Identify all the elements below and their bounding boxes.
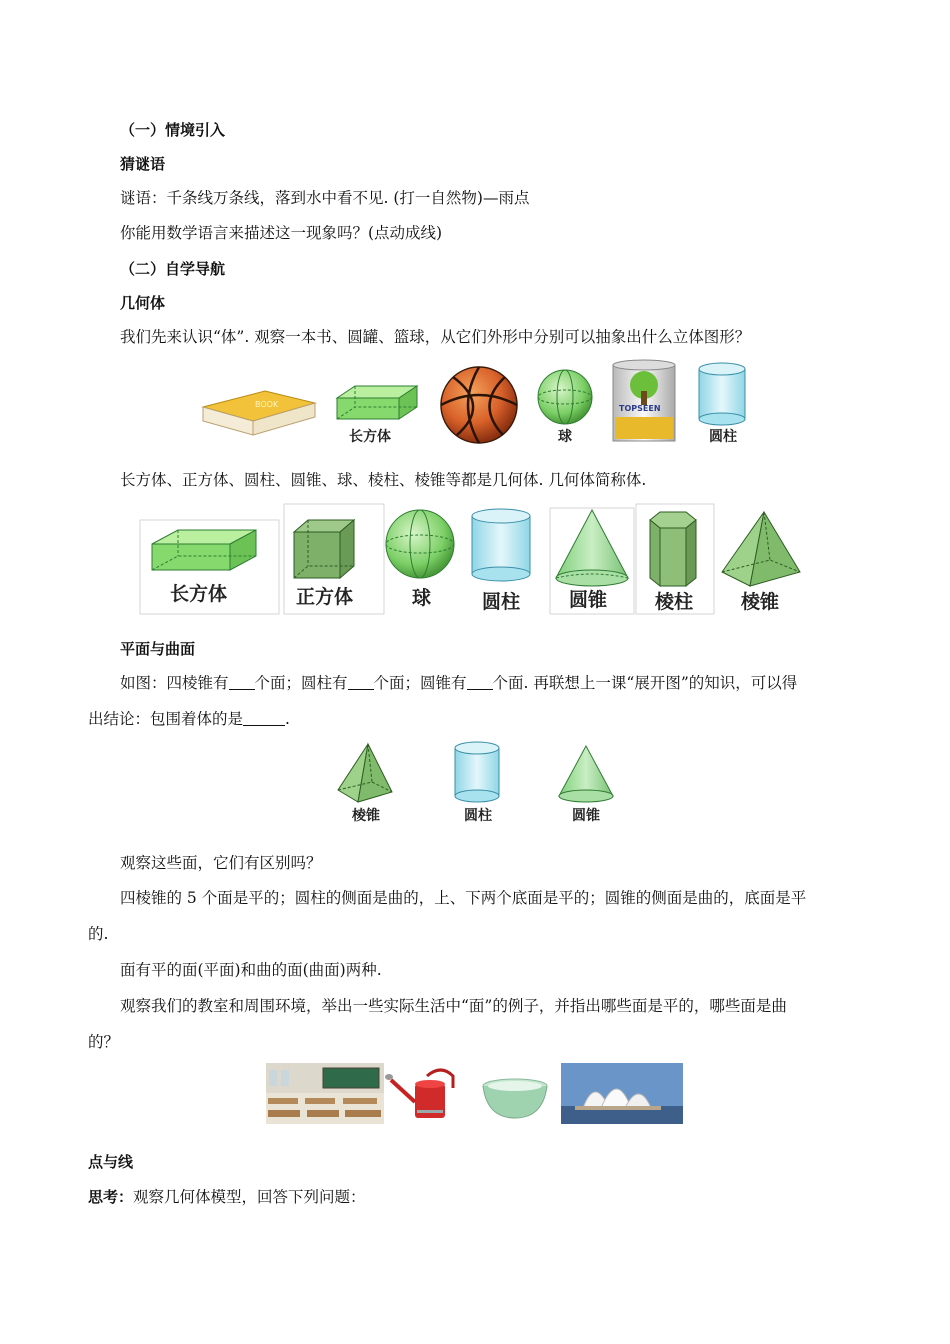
text: .: [285, 710, 290, 728]
sphere-icon: [386, 510, 454, 578]
caption-cone-2: 圆锥: [572, 808, 600, 824]
cylinder-icon: [699, 363, 745, 425]
task-line2: 的？: [88, 1033, 120, 1051]
caption-cube: 正方体: [296, 586, 354, 608]
faces-figure: [330, 740, 620, 830]
faces-question-line2: [88, 709, 290, 729]
caption-sphere-2: 球: [412, 587, 432, 609]
text: 个面；圆柱有: [254, 674, 348, 692]
real-life-photos: [265, 1062, 685, 1126]
answer-blank[interactable]: [467, 674, 493, 690]
caption-cylinder: 圆柱: [709, 429, 737, 445]
objects-figure: [195, 355, 755, 450]
solids-title: 几何体: [120, 294, 166, 312]
cube-icon: [294, 520, 354, 578]
caption-cylinder-2: 圆柱: [482, 591, 521, 613]
cylinder-icon: [455, 742, 499, 802]
paint-can-image: [613, 360, 675, 441]
section-heading-1: （一）情境引入: [120, 121, 226, 139]
cuboid-icon: [152, 530, 256, 570]
text: 个面. 再联想上一课“展开图”的知识，可以得: [492, 674, 798, 692]
solids-figure: [138, 500, 813, 618]
section-heading-2: （二）自学导航: [120, 260, 226, 278]
faces-title: 平面与曲面: [120, 640, 196, 658]
cone-icon: [559, 746, 613, 802]
sphere-icon: [538, 370, 592, 424]
caption-pyramid-2: 棱锥: [352, 808, 380, 824]
task-line1: 观察我们的教室和周围环境，举出一些实际生活中“面”的例子，并指出哪些面是平的，哪些面是曲: [120, 997, 787, 1015]
solids-definition: 长方体、正方体、圆柱、圆锥、球、棱柱、棱锥等都是几何体. 几何体简称体.: [120, 471, 647, 489]
classroom-photo: [266, 1063, 384, 1124]
answer-blank[interactable]: [243, 710, 285, 726]
riddle-question: 你能用数学语言来描述这一现象吗？(点动成线): [120, 224, 443, 242]
caption-cuboid: 长方体: [349, 429, 391, 445]
svg-text:BOOK: BOOK: [255, 400, 279, 409]
cone-icon: [556, 510, 628, 586]
text: 个面；圆锥有: [373, 674, 467, 692]
face-kinds: 面有平的面(平面)和曲的面(曲面)两种.: [120, 961, 382, 979]
answer-line1: 四棱锥的 5 个面是平的；圆柱的侧面是曲的，上、下两个底面是平的；圆锥的侧面是曲的，底面是平: [120, 889, 807, 907]
riddle-title: 猜谜语: [120, 155, 166, 173]
solids-intro: 我们先来认识“体”. 观察一本书、圆罐、篮球，从它们外形中分别可以抽象出什么立体图形？: [120, 328, 751, 346]
watering-can-photo: [385, 1070, 453, 1118]
answer-blank[interactable]: [229, 674, 255, 690]
book-image: [203, 391, 315, 435]
think-line: [88, 1187, 366, 1207]
think-label: 思考：: [88, 1188, 134, 1206]
cylinder-icon: [472, 509, 530, 581]
prism-icon: [650, 512, 696, 586]
caption-prism: 棱柱: [655, 591, 694, 613]
pyramid-icon: [722, 512, 800, 586]
caption-cuboid-2: 长方体: [170, 583, 228, 605]
answer-line2: 的.: [88, 925, 109, 943]
faces-question-line1: [120, 673, 797, 693]
points-lines-title: 点与线: [88, 1153, 134, 1171]
answer-blank[interactable]: [348, 674, 374, 690]
caption-sphere: 球: [558, 429, 572, 445]
observe-question: 观察这些面，它们有区别吗？: [120, 854, 322, 872]
text: 如图：四棱锥有: [120, 674, 229, 692]
caption-cylinder-3: 圆柱: [464, 808, 492, 824]
bowl-photo: [483, 1079, 547, 1118]
think-text: 观察几何体模型，回答下列问题：: [133, 1188, 366, 1206]
opera-house-photo: [561, 1063, 683, 1124]
cuboid-icon: [337, 386, 417, 419]
pyramid-icon: [338, 744, 392, 802]
riddle-text: 谜语：千条线万条线，落到水中看不见. (打一自然物)—雨点: [120, 189, 530, 207]
text: 出结论：包围着体的是: [88, 710, 244, 728]
caption-cone: 圆锥: [569, 589, 608, 611]
caption-pyramid: 棱锥: [741, 591, 780, 613]
basketball-image: [441, 367, 517, 443]
paint-can-brand: TOPSEEN: [619, 404, 661, 413]
